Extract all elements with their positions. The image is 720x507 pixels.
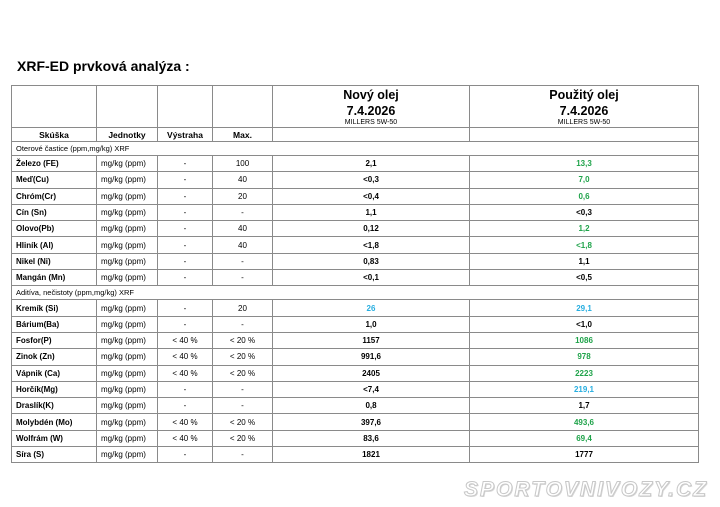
unit-cell: mg/kg (ppm): [97, 349, 158, 365]
unit-cell: mg/kg (ppm): [97, 172, 158, 188]
warning-cell: -: [158, 381, 213, 397]
table-row: [12, 237, 699, 253]
unit-cell: mg/kg (ppm): [97, 221, 158, 237]
section-label: Oterové častice (ppm,mg/kg) XRF: [12, 142, 699, 156]
max-cell: -: [213, 447, 273, 463]
new-oil-date: 7.4.2026: [346, 104, 396, 118]
section-label: Aditíva, nečistoty (ppm,mg/kg) XRF: [12, 286, 699, 300]
used-oil-value: 1,2: [470, 221, 699, 237]
warning-cell: -: [158, 270, 213, 286]
warning-cell: < 40 %: [158, 414, 213, 430]
new-oil-value: <0,4: [273, 188, 470, 204]
warning-cell: -: [158, 172, 213, 188]
used-oil-value: <1,0: [470, 316, 699, 332]
unit-cell: mg/kg (ppm): [97, 237, 158, 253]
unit-cell: mg/kg (ppm): [97, 447, 158, 463]
used-oil-value: 1086: [470, 332, 699, 348]
element-name: Hliník (Al): [12, 237, 97, 253]
unit-cell: mg/kg (ppm): [97, 188, 158, 204]
section-row: [12, 142, 699, 156]
max-cell: < 20 %: [213, 430, 273, 446]
element-name: Nikel (Ni): [12, 253, 97, 269]
max-cell: 40: [213, 237, 273, 253]
new-oil-value: 1,1: [273, 204, 470, 220]
warning-cell: -: [158, 253, 213, 269]
new-oil-brand: MILLERS 5W-50: [344, 119, 398, 126]
table-row: [12, 381, 699, 397]
used-oil-value: <0,3: [470, 204, 699, 220]
used-oil-value: 29,1: [470, 300, 699, 316]
max-cell: -: [213, 204, 273, 220]
used-oil-value: 2223: [470, 365, 699, 381]
warning-cell: -: [158, 188, 213, 204]
new-oil-value: 0,12: [273, 221, 470, 237]
new-oil-value: <0,1: [273, 270, 470, 286]
used-oil-brand: MILLERS 5W-50: [557, 119, 611, 126]
section-row: [12, 286, 699, 300]
max-cell: 40: [213, 221, 273, 237]
max-cell: 20: [213, 188, 273, 204]
used-oil-value: 978: [470, 349, 699, 365]
table-row: [12, 270, 699, 286]
warning-cell: < 40 %: [158, 349, 213, 365]
element-name: Meď(Cu): [12, 172, 97, 188]
new-oil-value: 1157: [273, 332, 470, 348]
page-title: XRF-ED prvková analýza :: [17, 58, 190, 74]
element-name: Mangán (Mn): [12, 270, 97, 286]
table-row: [12, 156, 699, 172]
element-name: Kremík (Si): [12, 300, 97, 316]
element-name: Síra (S): [12, 447, 97, 463]
warning-cell: -: [158, 156, 213, 172]
new-oil-value: 1821: [273, 447, 470, 463]
used-oil-value: 1,1: [470, 253, 699, 269]
element-name: Chróm(Cr): [12, 188, 97, 204]
col-unit: Jednotky: [97, 128, 158, 142]
col-warning: Výstraha: [158, 128, 213, 142]
warning-cell: -: [158, 447, 213, 463]
new-oil-header: [273, 86, 470, 128]
new-oil-value: 26: [273, 300, 470, 316]
unit-cell: mg/kg (ppm): [97, 414, 158, 430]
table-row: [12, 172, 699, 188]
element-name: Molybdén (Mo): [12, 414, 97, 430]
table-row: [12, 430, 699, 446]
used-oil-header: [470, 86, 699, 128]
col-max: Max.: [213, 128, 273, 142]
unit-cell: mg/kg (ppm): [97, 381, 158, 397]
element-name: Vápnik (Ca): [12, 365, 97, 381]
element-name: Železo (FE): [12, 156, 97, 172]
new-oil-value: <0,3: [273, 172, 470, 188]
warning-cell: -: [158, 204, 213, 220]
unit-cell: mg/kg (ppm): [97, 253, 158, 269]
col-test: Skúška: [12, 128, 97, 142]
unit-cell: mg/kg (ppm): [97, 398, 158, 414]
max-cell: < 20 %: [213, 365, 273, 381]
used-oil-title: Použitý olej: [549, 88, 619, 102]
element-name: Zinok (Zn): [12, 349, 97, 365]
max-cell: -: [213, 398, 273, 414]
max-cell: < 20 %: [213, 349, 273, 365]
warning-cell: -: [158, 237, 213, 253]
used-oil-value: 219,1: [470, 381, 699, 397]
new-oil-value: 0,8: [273, 398, 470, 414]
new-oil-value: 0,83: [273, 253, 470, 269]
table-row: [12, 398, 699, 414]
table-row: [12, 332, 699, 348]
table-row: [12, 204, 699, 220]
warning-cell: -: [158, 398, 213, 414]
used-oil-value: 7,0: [470, 172, 699, 188]
table-header-oils: [12, 86, 699, 128]
warning-cell: < 40 %: [158, 430, 213, 446]
new-oil-value: <1,8: [273, 237, 470, 253]
unit-cell: mg/kg (ppm): [97, 204, 158, 220]
max-cell: -: [213, 270, 273, 286]
used-oil-value: 493,6: [470, 414, 699, 430]
max-cell: 40: [213, 172, 273, 188]
table-row: [12, 349, 699, 365]
new-oil-value: <7,4: [273, 381, 470, 397]
warning-cell: < 40 %: [158, 332, 213, 348]
element-name: Cín (Sn): [12, 204, 97, 220]
unit-cell: mg/kg (ppm): [97, 156, 158, 172]
max-cell: < 20 %: [213, 414, 273, 430]
element-name: Wolfrám (W): [12, 430, 97, 446]
used-oil-value: <0,5: [470, 270, 699, 286]
warning-cell: < 40 %: [158, 365, 213, 381]
element-name: Bárium(Ba): [12, 316, 97, 332]
used-oil-value: 69,4: [470, 430, 699, 446]
used-oil-value: <1,8: [470, 237, 699, 253]
column-headers: [12, 128, 699, 142]
unit-cell: mg/kg (ppm): [97, 332, 158, 348]
table-row: [12, 300, 699, 316]
unit-cell: mg/kg (ppm): [97, 365, 158, 381]
new-oil-value: 83,6: [273, 430, 470, 446]
new-oil-value: 397,6: [273, 414, 470, 430]
used-oil-date: 7.4.2026: [559, 104, 609, 118]
warning-cell: -: [158, 300, 213, 316]
used-oil-value: 13,3: [470, 156, 699, 172]
table-row: [12, 253, 699, 269]
table-row: [12, 188, 699, 204]
table-row: [12, 221, 699, 237]
table-row: [12, 316, 699, 332]
element-name: Olovo(Pb): [12, 221, 97, 237]
watermark-logo: SPORTOVNIVOZY.CZ: [464, 478, 708, 501]
element-name: Draslík(K): [12, 398, 97, 414]
warning-cell: -: [158, 221, 213, 237]
new-oil-title: Nový olej: [343, 88, 399, 102]
used-oil-value: 1777: [470, 447, 699, 463]
table-row: [12, 365, 699, 381]
max-cell: -: [213, 381, 273, 397]
analysis-table: [11, 85, 699, 463]
warning-cell: -: [158, 316, 213, 332]
unit-cell: mg/kg (ppm): [97, 430, 158, 446]
max-cell: 20: [213, 300, 273, 316]
unit-cell: mg/kg (ppm): [97, 270, 158, 286]
element-name: Fosfor(P): [12, 332, 97, 348]
new-oil-value: 2,1: [273, 156, 470, 172]
max-cell: -: [213, 316, 273, 332]
max-cell: < 20 %: [213, 332, 273, 348]
new-oil-value: 991,6: [273, 349, 470, 365]
used-oil-value: 1,7: [470, 398, 699, 414]
max-cell: -: [213, 253, 273, 269]
unit-cell: mg/kg (ppm): [97, 300, 158, 316]
used-oil-value: 0,6: [470, 188, 699, 204]
new-oil-value: 1,0: [273, 316, 470, 332]
element-name: Horčík(Mg): [12, 381, 97, 397]
unit-cell: mg/kg (ppm): [97, 316, 158, 332]
table-row: [12, 414, 699, 430]
new-oil-value: 2405: [273, 365, 470, 381]
table-row: [12, 447, 699, 463]
max-cell: 100: [213, 156, 273, 172]
